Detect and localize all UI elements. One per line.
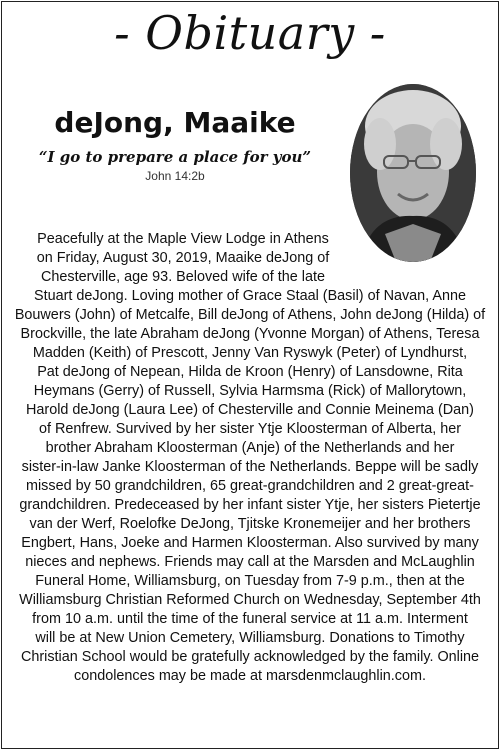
portrait-photo-icon <box>350 84 476 262</box>
text-line: Heymans (Gerry) of Russell, Sylvia Harmsma (Rick) of Mallorytown, <box>33 383 467 399</box>
text-line: Funeral Home, Williamsburg, on Tuesday from 7-9 p.m., then at the <box>35 573 465 589</box>
text-line: condolences may be made at marsdenmclaughlin.com. <box>74 668 426 684</box>
text-line: Brockville, the late Abraham deJong (Yvonne Morgan) of Athens, Teresa <box>20 326 480 342</box>
text-line: Bouwers (John) of Metcalfe, Bill deJong of Athens, John deJong (Hilda) of <box>14 307 486 323</box>
text-line: on Friday, August 30, 2019, Maaike deJong of <box>36 250 330 266</box>
text-line: brother Abraham Kloosterman (Anje) of the Netherlands and her <box>45 440 455 456</box>
text-line: nieces and nephews. Friends may call at the Marsden and McLaughlin <box>25 554 475 570</box>
text-line: from 10 a.m. until the time of the funeral service at 11 a.m. Interment <box>32 611 468 627</box>
text-line: Madden (Keith) of Prescott, Jenny Van Ryswyk (Peter) of Lyndhurst, <box>32 345 468 361</box>
deceased-name: deJong, Maaike <box>54 106 296 139</box>
text-line: Chesterville, age 93. Beloved wife of the late <box>41 269 325 285</box>
text-line: grandchildren. Predeceased by her infant sister Ytje, her sisters Pietertje <box>19 497 481 513</box>
text-line: van der Werf, Roelofke DeJong, Tjitske Kronemeijer and her brothers <box>29 516 471 532</box>
text-line: Peacefully at the Maple View Lodge in Athens <box>37 231 329 247</box>
text-line: Williamsburg Christian Reformed Church on Wednesday, September 4th <box>19 592 481 608</box>
obituary-header: - Obituary - <box>114 6 386 60</box>
text-line: Pat deJong of Nepean, Hilda de Kroon (Henry) of Lansdowne, Rita <box>37 364 463 380</box>
text-line: Christian School would be gratefully acknowledged by the family. Online <box>20 649 480 665</box>
scripture-quote: “I go to prepare a place for you” <box>38 148 312 166</box>
scripture-reference: John 14:2b <box>145 169 205 183</box>
obituary-body <box>12 287 488 686</box>
text-line: will be at New Union Cemetery, Williamsburg. Donations to Timothy <box>35 630 465 646</box>
text-line: missed by 50 grandchildren, 65 great-grandchildren and 2 great-great- <box>26 478 474 494</box>
text-line: Engbert, Hans, Joeke and Harmen Kloosterman. Also survived by many <box>21 535 479 551</box>
portrait-photo <box>350 84 476 262</box>
text-line: Stuart deJong. Loving mother of Grace Staal (Basil) of Navan, Anne <box>34 288 466 304</box>
obituary-intro <box>18 230 348 287</box>
text-line: Harold deJong (Laura Lee) of Chesterville and Connie Meinema (Dan) <box>26 402 474 418</box>
text-line: sister-in-law Janke Kloosterman of the Netherlands. Beppe will be sadly <box>21 459 479 475</box>
text-line: of Renfrew. Survived by her sister Ytje Kloosterman of Alberta, her <box>38 421 462 437</box>
